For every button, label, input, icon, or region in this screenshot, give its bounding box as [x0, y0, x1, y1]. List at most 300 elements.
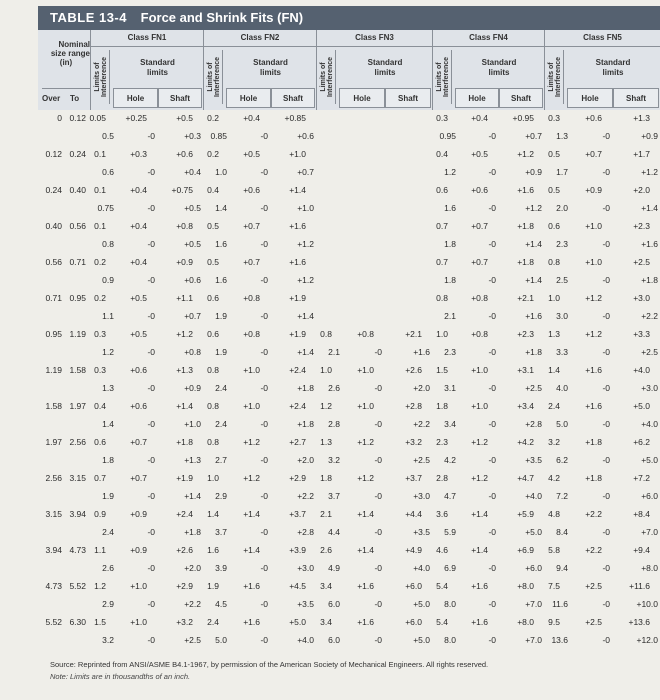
standard-label-1: Standard [595, 58, 631, 67]
hole-cell: +0.5 [130, 293, 147, 303]
hole-cell: -0 [374, 527, 382, 537]
shaft-cell: +2.5 [633, 257, 650, 267]
source-note: Source: Reprinted from ANSI/ASME B4.1-1967, by permission of the American Society of Mechanical Engineers. All rights reserved. [50, 660, 489, 669]
shaft-cell: +0.3 [184, 131, 201, 141]
table-row [38, 184, 660, 196]
limits-cell: 8.0 [444, 599, 456, 609]
hole-cell: +1.2 [357, 473, 374, 483]
limits-header [435, 50, 452, 104]
limits-cell: 1.3 [548, 329, 560, 339]
hole-cell: +1.0 [357, 401, 374, 411]
hole-cell: +1.0 [130, 581, 147, 591]
shaft-cell: +3.0 [633, 293, 650, 303]
hole-cell: -0 [260, 167, 268, 177]
shaft-label: Shaft [511, 94, 531, 103]
shaft-cell: +1.6 [525, 311, 542, 321]
hole-cell: -0 [488, 563, 496, 573]
limits-cell: 3.3 [556, 347, 568, 357]
hole-cell: -0 [147, 131, 155, 141]
hole-label: Hole [468, 94, 486, 103]
limits-cell: 1.3 [102, 383, 114, 393]
hole-cell: -0 [260, 383, 268, 393]
table-row [38, 400, 660, 412]
shaft-cell: +5.0 [413, 599, 430, 609]
limits-cell: 0.6 [207, 293, 219, 303]
shaft-cell: +1.0 [289, 149, 306, 159]
hole-cell: +2.5 [585, 617, 602, 627]
to-cell: 5.52 [69, 581, 86, 591]
shaft-cell: +11.6 [629, 581, 650, 591]
hole-cell: -0 [488, 491, 496, 501]
table-row [38, 562, 660, 574]
shaft-cell: +1.2 [297, 275, 314, 285]
hole-cell: -0 [374, 563, 382, 573]
standard-label-2: limits [602, 68, 624, 77]
hole-cell: -0 [260, 563, 268, 573]
hole-header [455, 88, 499, 108]
limits-cell: 3.4 [444, 419, 456, 429]
over-cell: 0.71 [45, 293, 62, 303]
shaft-cell: +1.7 [633, 149, 650, 159]
shaft-cell: +2.0 [633, 185, 650, 195]
nominal-label-3: (in) [59, 58, 73, 67]
limits-cell: 0.8 [207, 365, 219, 375]
shaft-cell: +0.5 [184, 239, 201, 249]
shaft-cell: +1.9 [176, 473, 193, 483]
table-row [38, 364, 660, 376]
shaft-cell: +1.9 [289, 293, 306, 303]
hole-cell: +0.6 [585, 113, 602, 123]
limits-label: Limits of Interference [207, 56, 221, 98]
over-cell: 0.24 [45, 185, 62, 195]
limits-cell: 9.4 [556, 563, 568, 573]
limits-cell: 3.1 [444, 383, 456, 393]
limits-cell: 0.95 [439, 131, 456, 141]
limits-cell: 0.1 [94, 221, 106, 231]
hole-header [339, 88, 385, 108]
hole-cell: +1.2 [471, 473, 488, 483]
limits-cell: 2.1 [444, 311, 456, 321]
shaft-header [385, 88, 431, 108]
shaft-cell: +2.8 [525, 419, 542, 429]
limits-cell: 5.4 [436, 581, 448, 591]
standard-limits-header [339, 58, 431, 78]
limits-cell: 0.85 [210, 131, 227, 141]
over-cell: 1.97 [45, 437, 62, 447]
shaft-cell: +0.7 [525, 131, 542, 141]
nominal-label-1: Nominal [58, 40, 90, 49]
hole-cell: +1.6 [471, 617, 488, 627]
shaft-cell: +1.0 [184, 419, 201, 429]
shaft-cell: +6.2 [633, 437, 650, 447]
limits-cell: 0.2 [94, 257, 106, 267]
hole-cell: -0 [602, 131, 610, 141]
limits-cell: 1.6 [215, 275, 227, 285]
hole-cell: -0 [260, 131, 268, 141]
hole-cell: -0 [488, 419, 496, 429]
table-number: TABLE 13-4 [50, 10, 127, 25]
shaft-cell: +4.0 [297, 635, 314, 645]
hole-cell: +0.7 [243, 257, 260, 267]
shaft-cell: +0.5 [184, 203, 201, 213]
shaft-cell: +1.4 [297, 347, 314, 357]
shaft-cell: +3.7 [405, 473, 422, 483]
limits-cell: 5.8 [548, 545, 560, 555]
to-cell: 3.94 [69, 509, 86, 519]
limits-cell: 1.4 [548, 365, 560, 375]
limits-cell: 2.6 [320, 545, 332, 555]
hole-cell: -0 [260, 455, 268, 465]
standard-label-2: limits [260, 68, 281, 77]
limits-cell: 0.6 [207, 329, 219, 339]
limits-cell: 0.05 [89, 113, 106, 123]
limits-cell: 3.7 [328, 491, 340, 501]
limits-cell: 1.9 [215, 311, 227, 321]
shaft-cell: +2.0 [184, 563, 201, 573]
limits-cell: 7.2 [556, 491, 568, 501]
limits-cell: 0.75 [97, 203, 114, 213]
shaft-cell: +0.8 [184, 347, 201, 357]
table-row [38, 580, 660, 592]
limits-cell: 8.0 [444, 635, 456, 645]
shaft-header [499, 88, 543, 108]
limits-cell: 2.6 [102, 563, 114, 573]
limits-cell: 0.9 [102, 275, 114, 285]
shaft-cell: +3.5 [413, 527, 430, 537]
hole-cell: -0 [488, 455, 496, 465]
shaft-cell: +1.8 [297, 419, 314, 429]
shaft-header [613, 88, 659, 108]
hole-cell: +1.6 [243, 581, 260, 591]
shaft-cell: +3.9 [289, 545, 306, 555]
shaft-cell: +1.8 [176, 437, 193, 447]
limits-cell: 0.1 [94, 185, 106, 195]
shaft-cell: +2.7 [289, 437, 306, 447]
limits-cell: 1.9 [215, 347, 227, 357]
hole-cell: -0 [147, 527, 155, 537]
hole-cell: -0 [488, 239, 496, 249]
shaft-cell: +4.0 [633, 365, 650, 375]
shaft-cell: +2.5 [525, 383, 542, 393]
shaft-cell: +2.2 [413, 419, 430, 429]
divider [317, 46, 432, 47]
table-row [38, 616, 660, 628]
shaft-cell: +0.95 [512, 113, 534, 123]
shaft-cell: +6.0 [405, 617, 422, 627]
hole-cell: +0.8 [471, 293, 488, 303]
shaft-cell: +3.0 [641, 383, 658, 393]
table-row [38, 112, 660, 124]
shaft-cell: +0.6 [176, 149, 193, 159]
shaft-cell: +7.2 [633, 473, 650, 483]
class-name: Class FN1 [127, 33, 167, 42]
hole-cell: -0 [260, 599, 268, 609]
shaft-cell: +1.6 [289, 257, 306, 267]
hole-cell: -0 [260, 311, 268, 321]
limits-cell: 2.3 [556, 239, 568, 249]
limits-label: Limits of Interference [320, 56, 334, 98]
hole-cell: -0 [488, 383, 496, 393]
limits-label: Limits of Interference [548, 56, 562, 98]
limits-cell: 8.4 [556, 527, 568, 537]
standard-label-1: Standard [140, 58, 175, 67]
hole-cell: -0 [602, 455, 610, 465]
shaft-cell: +1.8 [517, 221, 534, 231]
over-cell: 1.19 [45, 365, 62, 375]
hole-cell: -0 [488, 347, 496, 357]
hole-cell: +1.2 [471, 437, 488, 447]
hole-cell: -0 [488, 527, 496, 537]
shaft-cell: +1.8 [184, 527, 201, 537]
shaft-cell: +1.2 [176, 329, 193, 339]
hole-cell: +0.7 [471, 221, 488, 231]
standard-limits-header [113, 58, 202, 78]
standard-label-1: Standard [481, 58, 517, 67]
shaft-cell: +2.6 [176, 545, 193, 555]
shaft-cell: +0.8 [176, 221, 193, 231]
shaft-cell: +12.0 [636, 635, 658, 645]
shaft-cell: +0.6 [184, 275, 201, 285]
limits-cell: 0.5 [207, 221, 219, 231]
hole-cell: -0 [147, 455, 155, 465]
table-row [38, 598, 660, 610]
limits-cell: 1.0 [207, 473, 219, 483]
limits-cell: 0.9 [94, 509, 106, 519]
shaft-cell: +0.9 [525, 167, 542, 177]
table-row [38, 166, 660, 178]
shaft-cell: +8.0 [641, 563, 658, 573]
table-row [38, 346, 660, 358]
table-row [38, 490, 660, 502]
limits-cell: 4.8 [548, 509, 560, 519]
limits-cell: 0.3 [94, 365, 106, 375]
limits-cell: 5.0 [556, 419, 568, 429]
shaft-cell: +1.3 [633, 113, 650, 123]
limits-cell: 0.3 [548, 113, 560, 123]
table-row [38, 382, 660, 394]
limits-cell: 4.5 [215, 599, 227, 609]
shaft-cell: +3.7 [289, 509, 306, 519]
limits-cell: 1.4 [207, 509, 219, 519]
shaft-cell: +4.7 [517, 473, 534, 483]
table-row [38, 328, 660, 340]
shaft-cell: +8.4 [633, 509, 650, 519]
limits-cell: 1.6 [207, 545, 219, 555]
shaft-cell: +2.4 [176, 509, 193, 519]
table-row [38, 454, 660, 466]
shaft-cell: +2.1 [517, 293, 534, 303]
limits-cell: 0.3 [94, 329, 106, 339]
hole-cell: -0 [488, 635, 496, 645]
standard-limits-header [567, 58, 659, 78]
hole-cell: -0 [374, 419, 382, 429]
shaft-cell: +1.8 [641, 275, 658, 285]
shaft-cell: +4.9 [405, 545, 422, 555]
to-cell: 1.97 [69, 401, 86, 411]
limits-cell: 0.8 [207, 401, 219, 411]
shaft-cell: +0.85 [284, 113, 306, 123]
hole-cell: +0.4 [130, 185, 147, 195]
shaft-cell: +1.4 [525, 239, 542, 249]
shaft-label: Shaft [283, 94, 303, 103]
hole-cell: -0 [147, 167, 155, 177]
limits-cell: 2.1 [320, 509, 332, 519]
over-cell: 3.15 [45, 509, 62, 519]
limits-cell: 0.7 [94, 473, 106, 483]
hole-cell: +2.5 [585, 581, 602, 591]
hole-cell: +1.6 [585, 365, 602, 375]
shaft-cell: +1.4 [525, 275, 542, 285]
shaft-header [158, 88, 202, 108]
hole-cell: -0 [147, 599, 155, 609]
shaft-cell: +1.4 [641, 203, 658, 213]
shaft-cell: +3.1 [517, 365, 534, 375]
hole-cell: +1.0 [130, 617, 147, 627]
shaft-cell: +2.0 [413, 383, 430, 393]
hole-cell: +0.7 [130, 437, 147, 447]
table-row [38, 508, 660, 520]
class-group-fn2 [203, 30, 316, 110]
shaft-cell: +7.0 [525, 599, 542, 609]
standard-label-2: limits [147, 68, 168, 77]
limits-cell: 3.2 [328, 455, 340, 465]
hole-cell: +1.0 [243, 401, 260, 411]
standard-label-1: Standard [367, 58, 403, 67]
shaft-cell: +2.4 [289, 365, 306, 375]
limits-cell: 4.2 [444, 455, 456, 465]
hole-cell: -0 [602, 599, 610, 609]
shaft-cell: +0.5 [176, 113, 193, 123]
to-cell: 0.24 [69, 149, 86, 159]
hole-cell: +1.0 [585, 257, 602, 267]
shaft-cell: +1.6 [517, 185, 534, 195]
over-cell: 0 [57, 113, 62, 123]
shaft-cell: +1.8 [525, 347, 542, 357]
shaft-cell: +2.2 [297, 491, 314, 501]
hole-cell: +0.6 [130, 365, 147, 375]
hole-cell: +0.6 [243, 185, 260, 195]
shaft-cell: +7.0 [525, 635, 542, 645]
shaft-cell: +1.3 [184, 455, 201, 465]
shaft-cell: +9.4 [633, 545, 650, 555]
limits-cell: 2.4 [215, 383, 227, 393]
shaft-cell: +0.6 [297, 131, 314, 141]
hole-cell: +1.6 [357, 581, 374, 591]
limits-cell: 0.6 [548, 221, 560, 231]
limits-cell: 0.8 [102, 239, 114, 249]
shaft-cell: +10.0 [636, 599, 658, 609]
shaft-header [271, 88, 315, 108]
shaft-cell: +0.9 [184, 383, 201, 393]
hole-cell: +1.8 [585, 473, 602, 483]
shaft-cell: +2.1 [405, 329, 422, 339]
hole-cell: -0 [147, 491, 155, 501]
hole-cell: -0 [488, 131, 496, 141]
hole-cell: +0.8 [471, 329, 488, 339]
shaft-cell: +1.2 [641, 167, 658, 177]
limits-cell: 1.8 [320, 473, 332, 483]
limits-cell: 0.7 [436, 221, 448, 231]
table-row [38, 292, 660, 304]
hole-cell: -0 [602, 491, 610, 501]
divider [545, 46, 660, 47]
limits-cell: 13.6 [551, 635, 568, 645]
shaft-cell: +0.9 [641, 131, 658, 141]
hole-cell: +1.2 [243, 437, 260, 447]
table-row [38, 544, 660, 556]
hole-cell: +0.4 [130, 221, 147, 231]
limits-cell: 2.0 [556, 203, 568, 213]
divider [204, 46, 316, 47]
limits-cell: 1.9 [207, 581, 219, 591]
hole-cell: -0 [374, 383, 382, 393]
limits-label: Limits of Interference [94, 56, 108, 98]
limits-cell: 3.2 [548, 437, 560, 447]
limits-cell: 0.1 [94, 149, 106, 159]
shaft-cell: +6.0 [641, 491, 658, 501]
shaft-cell: +3.2 [176, 617, 193, 627]
hole-cell: +0.8 [357, 329, 374, 339]
hole-cell: +1.0 [243, 365, 260, 375]
limits-cell: 7.5 [548, 581, 560, 591]
hole-cell: -0 [488, 203, 496, 213]
limits-cell: 1.1 [102, 311, 114, 321]
hole-cell: +1.2 [585, 293, 602, 303]
limits-cell: 2.8 [436, 473, 448, 483]
hole-cell: +0.9 [130, 509, 147, 519]
hole-cell: +0.7 [243, 221, 260, 231]
shaft-cell: +3.0 [413, 491, 430, 501]
limits-cell: 1.9 [102, 491, 114, 501]
hole-cell: -0 [147, 419, 155, 429]
shaft-cell: +1.6 [289, 221, 306, 231]
limits-cell: 2.3 [444, 347, 456, 357]
class-name: Class FN4 [469, 33, 508, 42]
hole-cell: +1.4 [357, 545, 374, 555]
table-row [38, 130, 660, 142]
standard-label-2: limits [488, 68, 510, 77]
table-title-bar [38, 6, 660, 30]
limits-cell: 0.3 [436, 113, 448, 123]
shaft-label: Shaft [626, 94, 646, 103]
limits-cell: 3.2 [102, 635, 114, 645]
to-cell: 1.58 [69, 365, 86, 375]
table-row [38, 310, 660, 322]
hole-cell: -0 [602, 527, 610, 537]
hole-cell: +0.5 [243, 149, 260, 159]
limits-cell: 1.1 [94, 545, 106, 555]
limits-cell: 1.0 [436, 329, 448, 339]
limits-cell: 1.8 [436, 401, 448, 411]
hole-cell: -0 [260, 491, 268, 501]
limits-cell: 2.9 [215, 491, 227, 501]
limits-cell: 0.5 [548, 185, 560, 195]
shaft-cell: +1.0 [297, 203, 314, 213]
hole-cell: -0 [602, 311, 610, 321]
limits-cell: 4.2 [548, 473, 560, 483]
limits-header [93, 50, 110, 104]
limits-header [547, 50, 564, 104]
limits-cell: 0.2 [94, 293, 106, 303]
limits-cell: 1.8 [102, 455, 114, 465]
to-cell: 6.30 [69, 617, 86, 627]
over-cell: 0.95 [45, 329, 62, 339]
limits-cell: 0.7 [436, 257, 448, 267]
hole-label: Hole [126, 94, 145, 103]
table-row [38, 418, 660, 430]
shaft-cell: +2.3 [633, 221, 650, 231]
hole-cell: +0.9 [585, 185, 602, 195]
